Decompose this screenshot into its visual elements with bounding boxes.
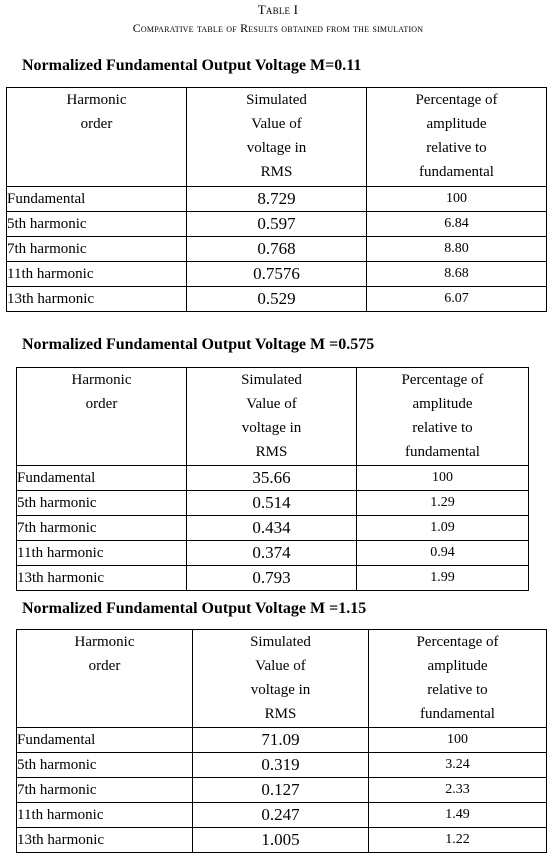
harmonic-order-cell: 5th harmonic	[7, 212, 187, 237]
percentage-cell: 1.09	[357, 516, 529, 541]
table-row	[7, 262, 547, 287]
rms-voltage-cell: 0.529	[187, 287, 367, 312]
column-header-line: Value of	[255, 658, 306, 674]
harmonic-order-cell: 7th harmonic	[17, 778, 193, 803]
rms-voltage-cell: 1.005	[193, 828, 369, 853]
harmonic-order-cell: Fundamental	[17, 466, 187, 491]
rms-voltage-cell: 0.374	[187, 541, 357, 566]
column-header-line: RMS	[260, 164, 293, 180]
rms-voltage-cell: 35.66	[187, 466, 357, 491]
column-header-line: order	[80, 116, 113, 132]
table-header-row	[17, 630, 547, 728]
column-header-line: relative to	[427, 682, 488, 698]
column-header	[367, 88, 547, 187]
column-header-line: Value of	[251, 116, 302, 132]
table-caption-subtitle: Comparative table of Results obtained from the simulation	[132, 21, 424, 35]
harmonic-order-cell: 7th harmonic	[17, 516, 187, 541]
percentage-cell: 0.94	[357, 541, 529, 566]
table-row	[17, 828, 547, 853]
column-header-line: amplitude	[426, 116, 487, 132]
column-header-line: Percentage of	[416, 634, 499, 650]
column-header	[187, 88, 367, 187]
table-caption-title: Table I	[257, 2, 299, 17]
harmonic-order-cell: Fundamental	[17, 728, 193, 753]
percentage-cell: 1.22	[369, 828, 547, 853]
table-row	[17, 753, 547, 778]
table-2	[16, 367, 529, 591]
column-header-line: voltage in	[246, 140, 307, 156]
table-row	[17, 803, 547, 828]
column-header-line: voltage in	[241, 420, 302, 436]
column-header-line: order	[85, 396, 118, 412]
column-header	[187, 368, 357, 466]
rms-voltage-cell: 0.319	[193, 753, 369, 778]
column-header	[193, 630, 369, 728]
column-header-line: order	[88, 658, 121, 674]
percentage-cell: 100	[357, 466, 529, 491]
column-header-line: Harmonic	[71, 372, 132, 388]
rms-voltage-cell: 0.768	[187, 237, 367, 262]
table-row	[7, 187, 547, 212]
percentage-cell: 2.33	[369, 778, 547, 803]
percentage-cell: 1.49	[369, 803, 547, 828]
column-header-line: voltage in	[250, 682, 311, 698]
table-3	[16, 629, 547, 853]
rms-voltage-cell: 0.514	[187, 491, 357, 516]
column-header	[7, 88, 187, 187]
table-row	[7, 212, 547, 237]
harmonic-order-cell: 13th harmonic	[7, 287, 187, 312]
table-row	[17, 491, 529, 516]
column-header-line: Simulated	[241, 372, 302, 388]
percentage-cell: 100	[367, 187, 547, 212]
harmonic-order-cell: 7th harmonic	[7, 237, 187, 262]
column-header-line: relative to	[412, 420, 473, 436]
harmonic-order-cell: 11th harmonic	[17, 541, 187, 566]
table-header-row	[17, 368, 529, 466]
harmonic-order-cell: 13th harmonic	[17, 566, 187, 591]
table-row	[17, 728, 547, 753]
column-header-line: fundamental	[420, 706, 495, 722]
percentage-cell: 100	[369, 728, 547, 753]
rms-voltage-cell: 0.7576	[187, 262, 367, 287]
column-header-line: amplitude	[412, 396, 473, 412]
column-header-line: Percentage of	[415, 92, 498, 108]
column-header-line: amplitude	[427, 658, 488, 674]
table-header-row	[7, 88, 547, 187]
column-header-line: Harmonic	[74, 634, 135, 650]
table-row	[17, 466, 529, 491]
table-row	[17, 541, 529, 566]
rms-voltage-cell: 0.247	[193, 803, 369, 828]
table-row	[7, 287, 547, 312]
rms-voltage-cell: 0.793	[187, 566, 357, 591]
table-row	[7, 237, 547, 262]
harmonic-order-cell: 13th harmonic	[17, 828, 193, 853]
column-header	[17, 630, 193, 728]
rms-voltage-cell: 0.597	[187, 212, 367, 237]
column-header	[17, 368, 187, 466]
rms-voltage-cell: 8.729	[187, 187, 367, 212]
column-header-line: Simulated	[250, 634, 311, 650]
rms-voltage-cell: 0.127	[193, 778, 369, 803]
table-row	[17, 566, 529, 591]
harmonic-order-cell: 11th harmonic	[7, 262, 187, 287]
table-2-heading: Normalized Fundamental Output Voltage M =0.575	[22, 336, 375, 353]
column-header-line: RMS	[264, 706, 297, 722]
column-header	[357, 368, 529, 466]
percentage-cell: 1.99	[357, 566, 529, 591]
harmonic-order-cell: Fundamental	[7, 187, 187, 212]
harmonic-order-cell: 5th harmonic	[17, 753, 193, 778]
column-header-line: relative to	[426, 140, 487, 156]
column-header-line: Harmonic	[66, 92, 127, 108]
percentage-cell: 6.07	[367, 287, 547, 312]
column-header-line: Percentage of	[401, 372, 484, 388]
table-3-heading: Normalized Fundamental Output Voltage M =1.15	[22, 600, 367, 617]
percentage-cell: 6.84	[367, 212, 547, 237]
percentage-cell: 1.29	[357, 491, 529, 516]
percentage-cell: 3.24	[369, 753, 547, 778]
percentage-cell: 8.68	[367, 262, 547, 287]
harmonic-order-cell: 5th harmonic	[17, 491, 187, 516]
column-header-line: fundamental	[419, 164, 494, 180]
table-row	[17, 778, 547, 803]
column-header-line: RMS	[255, 444, 288, 460]
rms-voltage-cell: 71.09	[193, 728, 369, 753]
rms-voltage-cell: 0.434	[187, 516, 357, 541]
column-header-line: Simulated	[246, 92, 307, 108]
table-1-heading: Normalized Fundamental Output Voltage M=0.11	[22, 57, 362, 74]
column-header	[369, 630, 547, 728]
column-header-line: fundamental	[405, 444, 480, 460]
column-header-line: Value of	[246, 396, 297, 412]
percentage-cell: 8.80	[367, 237, 547, 262]
table-1	[6, 87, 547, 312]
harmonic-order-cell: 11th harmonic	[17, 803, 193, 828]
table-row	[17, 516, 529, 541]
